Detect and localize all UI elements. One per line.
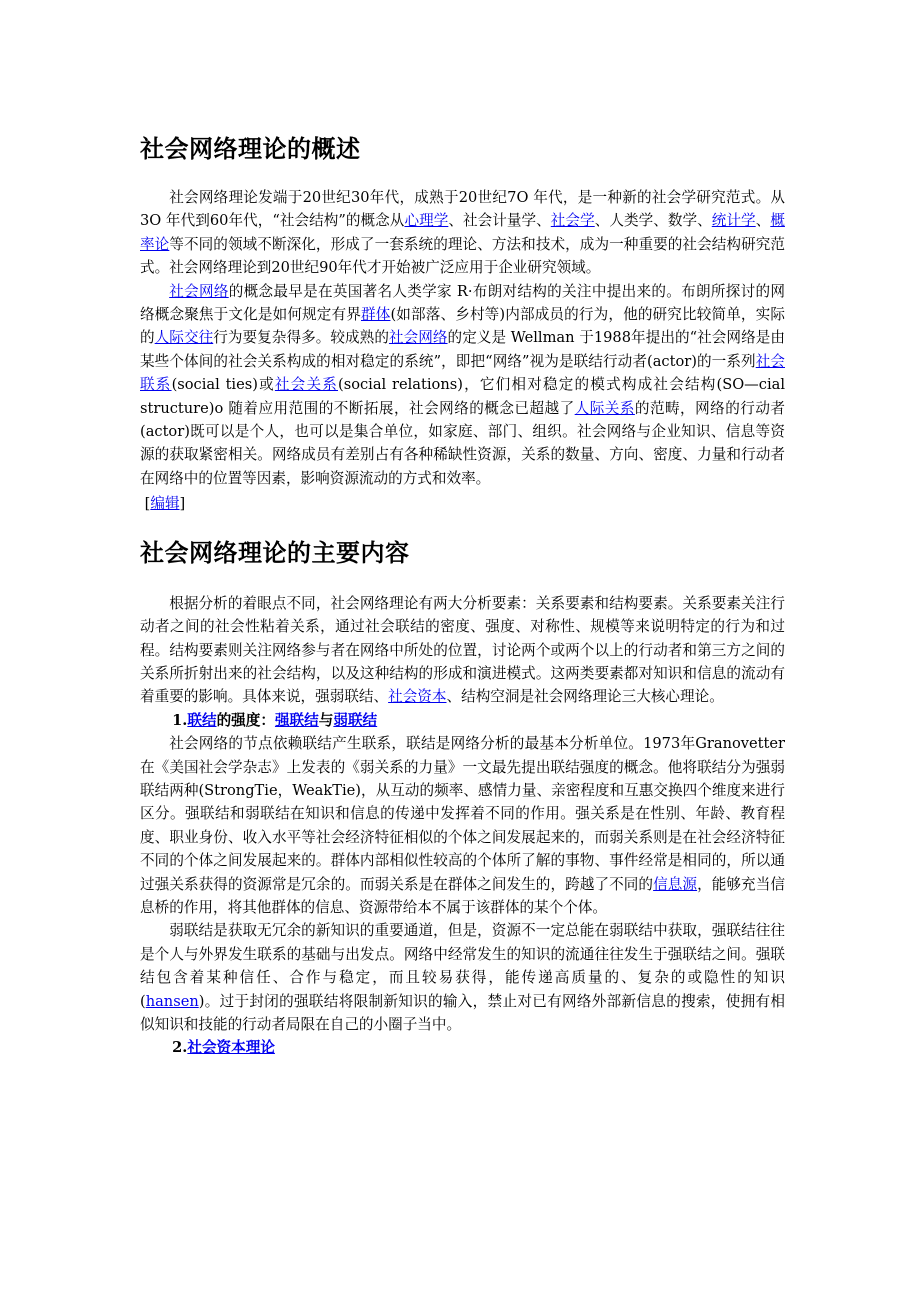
text: (social ties)或 (171, 376, 275, 394)
link-strong-tie[interactable]: 强联结 (274, 711, 319, 729)
text: 的范畴，网络的行动者(actor)既可以是个人，也可以是集合单位，如家庭、部门、组织。社会网络与企业知识、信息等资源的获取紧密相关。网络成员有差别占有各种稀缺性资源，关系的数量、方向、密度、力量和行动者在网络中的位置等因素，影响资源流动的方式和效率。 (140, 399, 785, 487)
text: 、人类学、数学、 (594, 212, 712, 230)
text: ，能够充当信息桥的作用，将其他群体的信息、资源带给本不属于该群体的某个个体。 (140, 875, 785, 916)
edit-link[interactable]: 编辑 (150, 495, 180, 513)
paragraph-main-2 (140, 732, 785, 919)
subheading-social-capital (140, 1036, 785, 1059)
link-social-network-2[interactable]: 社会网络 (388, 329, 448, 347)
link-social-relations[interactable]: 社会关系 (274, 376, 339, 394)
bracket-open: [ (144, 495, 151, 513)
link-statistics[interactable]: 统计学 (711, 212, 756, 230)
link-social-capital-theory[interactable]: 社会资本理论 (187, 1039, 275, 1057)
paragraph-main-3 (140, 919, 785, 1036)
subheading-number: 2. (172, 1039, 188, 1057)
paragraph-overview-1 (140, 186, 785, 280)
text: 根据分析的着眼点不同，社会网络理论有两大分析要素：关系要素和结构要素。关系要素关注行动者之间的社会性粘着关系，通过社会联结的密度、强度、对称性、规模等来说明特定的行为和过程。结构要素则关注网络参与者在网络中所处的位置，讨论两个或两个以上的行动者和第三方之间的关系所折射出来的社会结构，以及这种结构的形成和演进模式。这两类要素都对知识和信息的流动有着重要的影响。具体来说，强弱联结、 (140, 594, 785, 706)
text: 社会网络的节点依赖联结产生联系，联结是网络分析的最基本分析单位。1973年Granovetter 在《美国社会学杂志》上发表的《弱关系的力量》一文最先提出联结强度的概念。他将联结分为强弱联结两种(StrongTie，WeakTie)，从互动的频率、感情力量、亲密程度和互惠交换四个维度来进行区分。强联结和弱联结在知识和信息的传递中发挥着不同的作用。强关系是在性别、年龄、教育程度、职业身份、收入水平等社会经济特征相似的个体之间发展起来的，而弱关系则是在社会经济特征不同的个体之间发展起来的。群体内部相似性较高的个体所了解的事物、事件经常是相同的，所以通过强关系获得的资源常是冗余的。而弱关系是在群体之间发生的，跨越了不同的 (140, 735, 785, 893)
text: 的定义是 Wellman 于1988年提出的“社会网络是由某些个体间的社会关系构成的相对稳定的系统”，即把“网络”视为是联结行动者(actor)的一系列 (140, 329, 785, 370)
link-social-capital[interactable]: 社会资本 (388, 688, 447, 706)
edit-link-wrapper (140, 492, 785, 515)
text: (social relations)，它们相对稳定的模式构成社会结构(SO—cial structure)o 随着应用范围的不断拓展，社会网络的概念已超越了 (140, 376, 785, 417)
link-weak-tie[interactable]: 弱联结 (333, 711, 378, 729)
subheading-number: 1. (172, 711, 188, 729)
text: 行为要复杂得多。较成熟的 (213, 329, 389, 347)
link-probability[interactable]: 概率论 (140, 212, 785, 253)
link-interpersonal-relations[interactable]: 人际关系 (574, 399, 635, 417)
text: 与 (318, 711, 334, 729)
text: 的概念最早是在英国著名人类学家 R·布朗对结构的关注中提出来的。布朗所探讨的网络概念聚焦于文化是如何规定有界 (140, 282, 785, 324)
link-psychology[interactable]: 心理学 (404, 212, 449, 230)
text: (如部落、乡村等)内部成员的行为，他的研究比较简单，实际的 (140, 306, 785, 347)
link-interpersonal-interaction[interactable]: 人际交往 (154, 329, 214, 347)
section-title-main-content: 社会网络理论的主要内容 (140, 538, 410, 567)
link-social-network[interactable]: 社会网络 (169, 282, 229, 300)
subheading-tie-strength (140, 709, 785, 732)
text: 等不同的领域不断深化，形成了一套系统的理论、方法和技术，成为一种重要的社会结构研究范式。社会网络理论到20世纪90年代才开始被广泛应用于企业研究领域。 (140, 235, 785, 277)
link-group[interactable]: 群体 (360, 306, 391, 324)
text: 、社会计量学、 (448, 212, 551, 230)
link-sociology[interactable]: 社会学 (550, 212, 595, 230)
paragraph-overview-2 (140, 280, 785, 491)
section-title-overview: 社会网络理论的概述 (140, 135, 361, 163)
text: 社会网络理论发端于20世纪30年代，成熟于20世纪7O 年代，是一种新的社会学研究范式。从3O 年代到60年代，“社会结构”的概念从 (140, 189, 785, 230)
document-page (140, 130, 785, 1060)
text: 、 (755, 212, 771, 230)
bracket-close: ] (179, 495, 186, 513)
link-information-source[interactable]: 信息源 (653, 875, 698, 893)
paragraph-main-1 (140, 592, 785, 709)
link-hansen[interactable]: hansen (145, 992, 199, 1010)
text: 弱联结是获取无冗余的新知识的重要通道，但是，资源不一定总能在弱联结中获取，强联结往往是个人与外界发生联系的基础与出发点。网络中经常发生的知识的流通往往发生于强联结之间。强联结包含着某种信任、合作与稳定，而且较易获得，能传递高质量的、复杂的或隐性的知识 ( (140, 922, 785, 1010)
text: )。过于封闭的强联结将限制新知识的输入，禁止对已有网络外部新信息的搜索，使拥有相似知识和技能的行动者局限在自己的小圈子当中。 (140, 992, 785, 1033)
text: 的强度： (216, 711, 275, 729)
link-social-ties[interactable]: 社会联系 (140, 352, 785, 394)
link-tie[interactable]: 联结 (187, 711, 217, 729)
text: 、结构空洞是社会网络理论三大核心理论。 (446, 688, 724, 706)
